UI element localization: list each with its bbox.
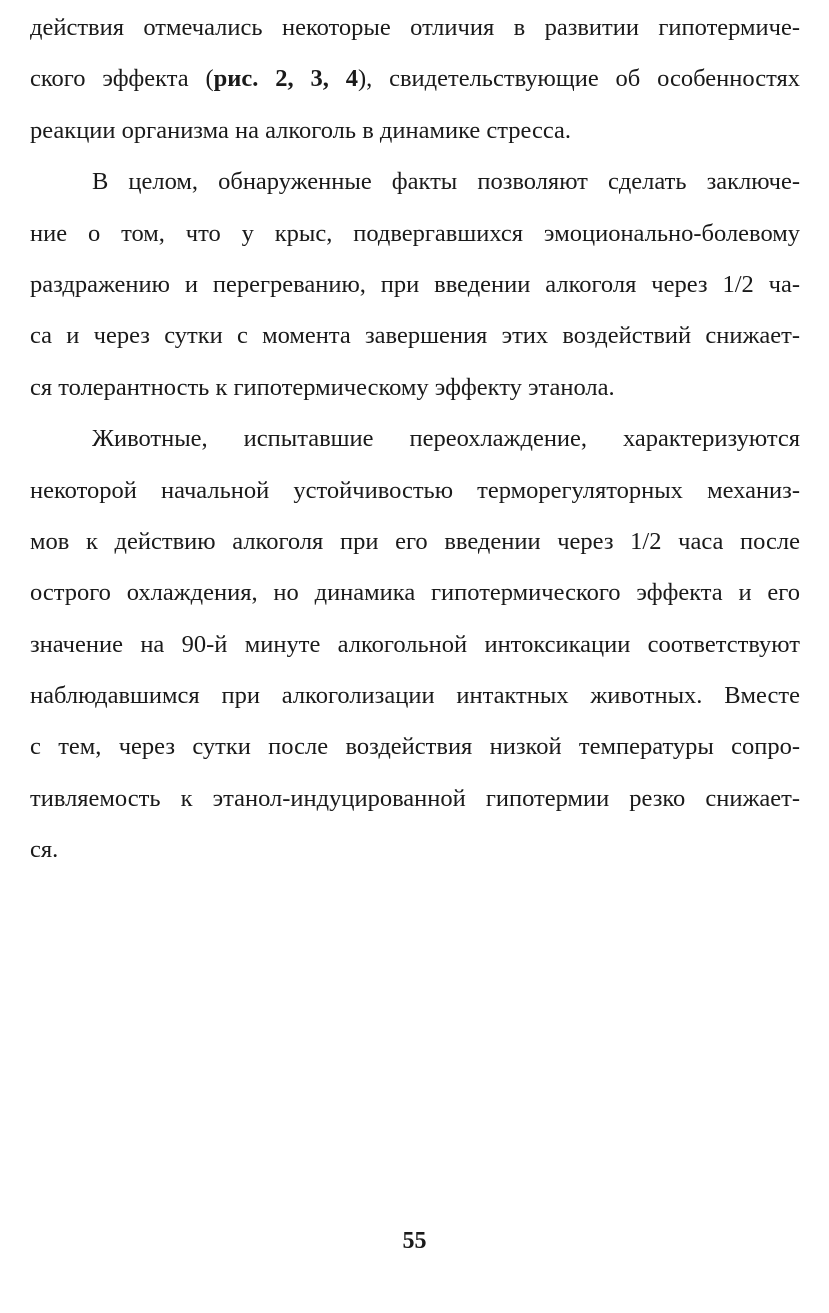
paragraph-2-line-4: са и через сутки с момента завершения этих воздействий снижает- <box>30 322 800 350</box>
text-run: ского эффекта ( <box>30 65 214 93</box>
paragraph-1-line-1: действия отмечались некоторые отличия в развитии гипотермиче- <box>30 14 800 41</box>
paragraph-2-line-1: В целом, обнаруженные факты позволяют сделать заключе- <box>92 168 800 196</box>
body-text <box>30 2 800 876</box>
paragraph-3-line-6: наблюдавшимся при алкоголизации интактных животных. Вместе <box>30 682 800 710</box>
paragraph-1-line-2 <box>30 53 800 104</box>
paragraph-3 <box>30 413 800 876</box>
paragraph-3-line-8: тивляемость к этанол-индуцированной гипотермии резко снижает- <box>30 784 800 812</box>
figure-reference: рис. 2, 3, 4 <box>213 65 358 93</box>
page-number: 55 <box>402 1228 427 1254</box>
paragraph-1-line-3: реакции организма на алкоголь в динамике стресса. <box>30 116 572 144</box>
paragraph-2 <box>30 156 800 413</box>
paragraph-2-line-2: ние о том, что у крыс, подвергавшихся эмоционально-болевому <box>30 219 800 247</box>
paragraph-3-line-9: ся. <box>30 836 59 864</box>
paragraph-3-line-5: значение на 90-й минуте алкогольной интоксикации соответствуют <box>30 630 800 658</box>
paragraph-3-line-3: мов к действию алкоголя при его введении через 1/2 часа после <box>30 527 800 555</box>
paragraph-2-line-5: ся толерантность к гипотермическому эффекту этанола. <box>30 373 615 401</box>
paragraph-2-line-3: раздражению и перегреванию, при введении алкоголя через 1/2 ча- <box>30 270 800 298</box>
paragraph-3-line-4: острого охлаждения, но динамика гипотермического эффекта и его <box>30 579 800 607</box>
text-run: ), свидетельствующие об особенностях <box>357 65 800 93</box>
paragraph-1 <box>30 2 800 156</box>
paragraph-3-line-1: Животные, испытавшие переохлаждение, характеризуются <box>92 425 800 453</box>
paragraph-3-line-7: с тем, через сутки после воздействия низкой температуры сопро- <box>30 733 800 761</box>
paragraph-3-line-2: некоторой начальной устойчивостью терморегуляторных механиз- <box>30 476 800 504</box>
